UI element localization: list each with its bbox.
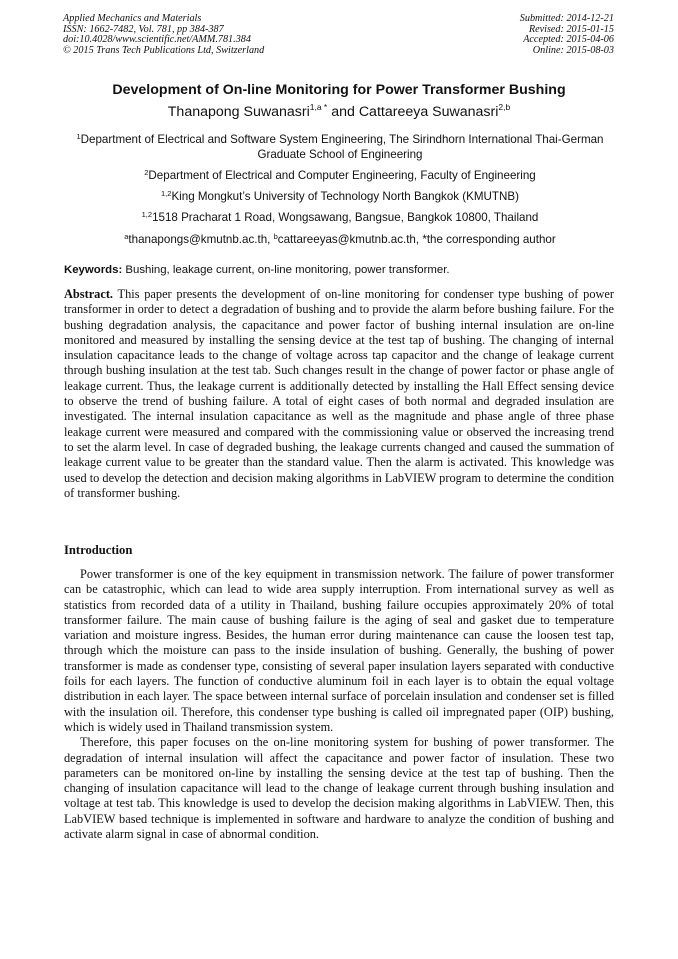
section-heading-introduction: Introduction (64, 543, 133, 557)
abstract (64, 287, 614, 501)
affiliation-4-sup: 1,2 (141, 210, 153, 219)
author-and: and (327, 104, 359, 120)
author-line (0, 102, 678, 120)
doi-line: doi:10.4028/www.scientific.net/AMM.781.384 (63, 34, 251, 46)
author-1-sup: 1,a * (309, 102, 328, 112)
author-2-sup: 2,b (498, 102, 511, 112)
affiliation-1-sup: 1 (76, 132, 81, 141)
keywords-label: Keywords: (64, 264, 123, 276)
keywords-text: Bushing, leakage current, on-line monitoring, power transformer. (122, 264, 450, 276)
affiliation-3-text: King Mongkut’s University of Technology North Bangkok (KMUTNB) (171, 190, 519, 203)
affiliation-3 (76, 187, 604, 205)
journal-info (63, 14, 264, 56)
issn-line: ISSN: 1662-7482, Vol. 781, pp 384-387 (63, 23, 224, 35)
affiliation-2-sup: 2 (144, 168, 149, 177)
affiliation-4 (76, 208, 604, 226)
affiliation-2-text: Department of Electrical and Computer Engineering, Faculty of Engineering (148, 169, 536, 182)
copyright-line: © 2015 Trans Tech Publications Ltd, Switzerland (63, 44, 265, 56)
affiliation-1 (76, 130, 604, 162)
intro-paragraph-1: Power transformer is one of the key equipment in transmission network. The failure of power transformer can be catastrophic, which can lead to wide area supply interruption. From international survey as well as statistics from recorded data of a utility in Thailand, bushing failure occupies approximately 20% of total transformer failure. The main cause of bushing failure is the aging of seal and gasket due to temperature variation and moisture ingress. Besides, the human error during maintenance can cause the loosen test tap, through which the moisture can pass to the inside insulation of bushing. Generally, the bushing of power transformer is made as condenser type, consisting of several paper insulation layers separated with conductive foils for each layers. The function of conductive aluminum foil in each layer is to obtain the equal voltage distribution in each layer. The space between internal surface of porcelain insulation and condenser set is filled with the insulation oil. Therefore, this condenser type bushing is called oil impregnated paper (OIP) bushing, which is widely used in Thailand transmission system. (64, 567, 614, 734)
email-b: cattareeyas@kmutnb.ac.th, *the corresponding author (277, 233, 556, 246)
introduction-body (64, 567, 614, 842)
accepted-date: Accepted: 2015-04-06 (523, 34, 614, 46)
email-a-sup: a (124, 232, 129, 241)
abstract-label: Abstract. (64, 287, 114, 301)
email-line (76, 230, 604, 248)
email-a: thanapongs@kmutnb.ac.th, (128, 233, 274, 246)
paper-title: Development of On-line Monitoring for Power Transformer Bushing (112, 82, 566, 98)
revised-date: Revised: 2015-01-15 (528, 23, 614, 35)
abstract-text: This paper presents the development of on-line monitoring for condenser type bushing of power transformer in order to detect a degradation of bushing and to provide the alarm before bushing failure. For the bushing degradation analysis, the capacitance and power factor of bushing internal insulation are on-line monitored and measured by installing the sensing device at the test tap of bushing. The changing of internal insulation capacitance leads to the change of voltage across tap capacitor and the change of leakage current through bushing insulation at the test tab. Such changes result in the change of power factor or phase angle of leakage current. Thus, the leakage current is additionally detected by installing the Hall Effect sensing device to observe the trend of bushing failure. A total of eight cases of both normal and degraded insulation are investigated. The internal insulation capacitance as well as the magnitude and phase angle of three phase leakage current were measured and compared with the commissioning value or observed the increasing trend to set the alarm level. In case of degraded bushing, the leakage currents changed and caused the summation of leakage current value to be greater than the standard value. Then the alarm is activated. This knowledge was used to develop the detection and decision making algorithms in LabVIEW program to determine the condition of transformer bushing. (64, 287, 614, 500)
journal-name: Applied Mechanics and Materials (63, 13, 202, 24)
affiliation-3-sup: 1,2 (161, 189, 172, 198)
email-b-sup: b (273, 232, 278, 241)
affiliation-4-text: 1518 Pracharat 1 Road, Wongsawang, Bangsue, Bangkok 10800, Thailand (152, 211, 539, 224)
author-1: Thanapong Suwanasri (167, 104, 310, 120)
keywords (64, 264, 616, 276)
intro-paragraph-2: Therefore, this paper focuses on the on-line monitoring system for bushing of power transformer. The degradation of internal insulation will affect the capacitance and power factor of insulation. These two parameters can be monitored on-line by installing the sensing device at the test tap of bushing. Then the changing of insulation capacitance will lead to the change of leakage current through bushing insulation and voltage at test tab. This knowledge is used to develop the decision making algorithms in LabVIEW. Then, this LabVIEW based technique is implemented in software and hardware to analyze the condition of bushing and activate alarm signal in case of abnormal condition. (64, 735, 614, 842)
author-2: Cattareeya Suwanasri (358, 104, 499, 120)
submitted-date: Submitted: 2014-12-21 (519, 13, 614, 24)
affiliation-2 (76, 166, 604, 184)
dates-info (520, 14, 614, 56)
affiliation-1-text: Department of Electrical and Software System Engineering, The Sirindhorn International Thai-German Graduate School of Engineering (80, 133, 604, 161)
online-date: Online: 2015-08-03 (532, 44, 614, 56)
